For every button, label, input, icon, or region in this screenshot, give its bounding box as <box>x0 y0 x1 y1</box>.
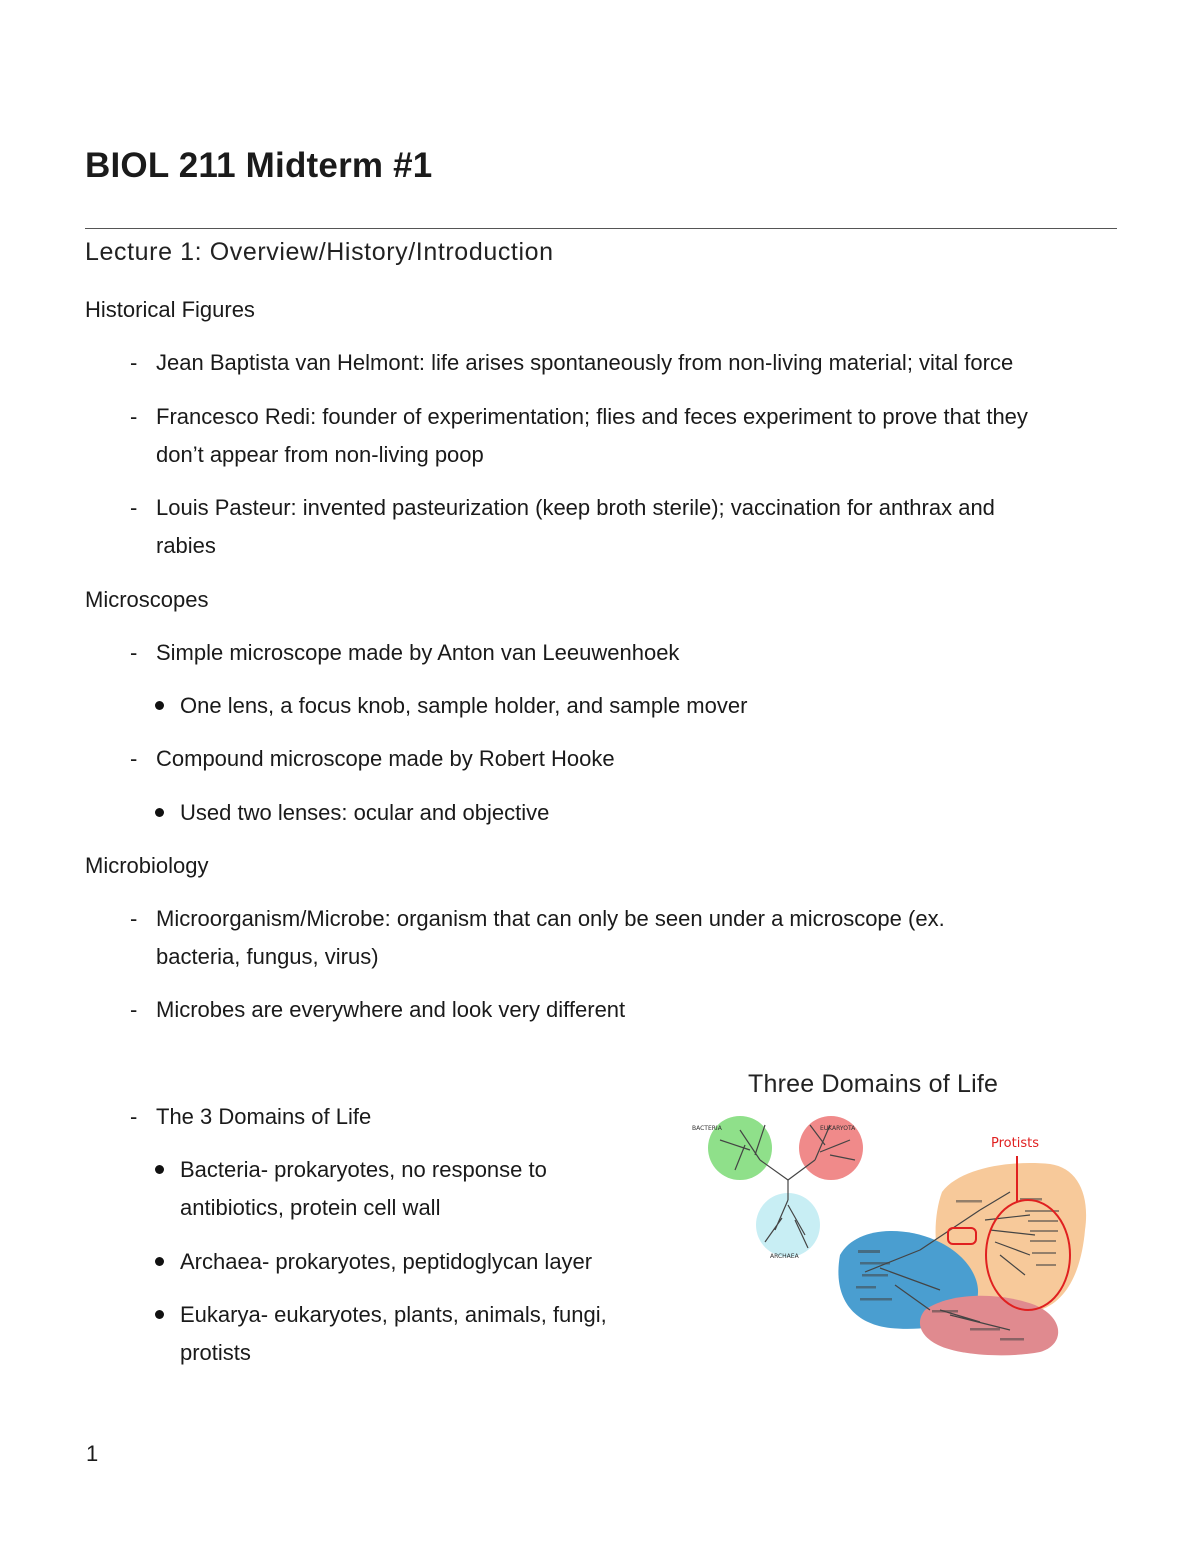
bullet-dot <box>155 1257 164 1266</box>
bullet-item-continuation <box>155 1334 251 1372</box>
list-item-continuation <box>130 527 1125 565</box>
bullet-dot <box>155 808 164 817</box>
dash-marker: - <box>130 495 138 520</box>
dash-marker: - <box>130 404 138 429</box>
document-title: BIOL 211 Midterm #1 <box>85 146 433 185</box>
protists-label: Protists <box>991 1136 1039 1151</box>
bullet-item-text: Archaea- prokaryotes, peptidoglycan layer <box>180 1249 593 1274</box>
list-item <box>130 991 1125 1029</box>
bullet-item <box>155 1243 592 1281</box>
list-item <box>130 1098 650 1136</box>
bullet-item <box>155 794 549 832</box>
bullet-item-text: protists <box>180 1340 251 1365</box>
list-item <box>130 398 1125 436</box>
list-item-text: don’t appear from non-living poop <box>156 442 484 467</box>
archaea-circle <box>756 1193 820 1257</box>
three-domains-figure <box>680 1060 1100 1360</box>
eukaryota-label: EUKARYOTA <box>820 1125 856 1132</box>
dash-marker: - <box>130 746 138 771</box>
page-number: 1 <box>86 1441 99 1466</box>
bullet-dot <box>155 1310 164 1319</box>
dash-marker: - <box>130 640 138 665</box>
list-item-text: Francesco Redi: founder of experimentation; flies and feces experiment to prove that they <box>156 404 1028 429</box>
list-item-continuation <box>130 938 1125 976</box>
bullet-item-text: One lens, a focus knob, sample holder, and sample mover <box>180 693 748 718</box>
bacteria-label: BACTERIA <box>692 1125 722 1132</box>
list-item-text: The 3 Domains of Life <box>156 1104 372 1129</box>
bullet-dot <box>155 701 164 710</box>
bullet-dot <box>155 1165 164 1174</box>
bullet-item-text: Used two lenses: ocular and objective <box>180 800 550 825</box>
list-item-continuation <box>130 436 1125 474</box>
section-heading-microscopes: Microscopes <box>85 587 209 612</box>
list-item <box>130 634 1125 672</box>
section-heading-microbiology: Microbiology <box>85 853 209 878</box>
list-item <box>130 344 1125 382</box>
list-item-text: Simple microscope made by Anton van Leeuwenhoek <box>156 640 680 665</box>
list-item <box>130 900 1125 938</box>
dash-marker: - <box>130 1104 138 1129</box>
bullet-item <box>155 1151 547 1189</box>
list-item-text: Compound microscope made by Robert Hooke <box>156 746 615 771</box>
list-item <box>130 740 1125 778</box>
archaea-label: ARCHAEA <box>770 1253 799 1260</box>
figure-title: Three Domains of Life <box>748 1070 999 1098</box>
bullet-item <box>155 1296 607 1334</box>
bullet-item-continuation <box>155 1189 440 1227</box>
bullet-item-text: Bacteria- prokaryotes, no response to <box>180 1157 547 1182</box>
dash-marker: - <box>130 997 138 1022</box>
list-item-text: bacteria, fungus, virus) <box>156 944 379 969</box>
list-item-text: Louis Pasteur: invented pasteurization (keep broth sterile); vaccination for anthrax and <box>156 495 995 520</box>
list-item-text: Microorganism/Microbe: organism that can only be seen under a microscope (ex. <box>156 906 945 931</box>
section-heading-historical-figures: Historical Figures <box>85 297 255 322</box>
list-item <box>130 489 1125 527</box>
title-divider <box>85 228 1117 229</box>
list-item-text: Jean Baptista van Helmont: life arises spontaneously from non-living material; vital force <box>156 350 1014 375</box>
bullet-item <box>155 687 747 725</box>
dash-marker: - <box>130 906 138 931</box>
bullet-item-text: Eukarya- eukaryotes, plants, animals, fungi, <box>180 1302 607 1327</box>
lecture-heading: Lecture 1: Overview/History/Introduction <box>85 238 554 266</box>
dash-marker: - <box>130 350 138 375</box>
list-item-text: Microbes are everywhere and look very different <box>156 997 626 1022</box>
list-item-text: rabies <box>156 533 216 558</box>
bullet-item-text: antibiotics, protein cell wall <box>180 1195 441 1220</box>
